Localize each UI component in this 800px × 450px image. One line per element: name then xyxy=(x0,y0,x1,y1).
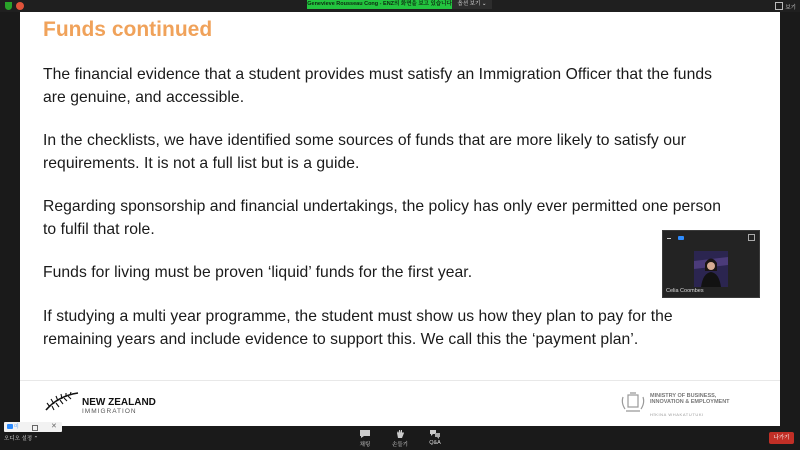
screen-share-banner: Genevieve Rousseau Cong - ENZ의 화면을 보고 있습니다 xyxy=(307,1,452,7)
slide-title: Funds continued xyxy=(43,18,213,41)
participant-video-panel[interactable] xyxy=(662,230,760,298)
grid-icon xyxy=(775,2,783,10)
nz-immigration-logo xyxy=(44,388,164,420)
close-icon[interactable]: ✕ xyxy=(51,423,57,430)
nzi-title: NEW ZEALAND xyxy=(82,397,156,408)
view-button[interactable] xyxy=(775,2,796,10)
camera-icon[interactable] xyxy=(678,236,684,240)
mbie-name xyxy=(650,393,730,406)
video-icon[interactable] xyxy=(7,424,13,429)
raise-hand-label: 손들기 xyxy=(392,442,408,448)
hand-icon xyxy=(394,429,406,439)
slide-paragraph: In the checklists, we have identified some sources of funds that are more likely to satisfy our requirements. It is not a full list but is a guide. xyxy=(43,132,687,172)
fern-icon xyxy=(44,390,80,414)
mbie-line: MINISTRY OF BUSINESS, xyxy=(650,393,717,399)
shield-icon[interactable] xyxy=(5,2,12,10)
mini-window-label: 미 xyxy=(14,424,19,430)
participant-video xyxy=(694,251,728,287)
crest-icon xyxy=(620,391,646,413)
mini-window[interactable] xyxy=(4,422,62,432)
mbie-maori-name: HĪKINA WHAKATUTUKI xyxy=(650,412,704,417)
expand-icon[interactable] xyxy=(748,234,755,241)
audio-settings-button[interactable]: 오디오 설정 ⌃ xyxy=(4,436,39,442)
chat-button[interactable] xyxy=(353,429,377,448)
leave-button[interactable]: 나가기 xyxy=(769,432,794,444)
restore-icon[interactable] xyxy=(32,425,38,431)
recording-icon xyxy=(16,2,24,10)
shared-slide xyxy=(20,12,780,426)
chat-label: 채팅 xyxy=(359,442,371,448)
slide-paragraph: The financial evidence that a student provides must satisfy an Immigration Officer that the funds are genuine, and accessible. xyxy=(43,66,713,106)
qa-button[interactable] xyxy=(423,429,447,446)
nzi-subtitle: IMMIGRATION xyxy=(82,408,137,415)
slide-paragraph: Funds for living must be proven ‘liquid’ funds for the first year. xyxy=(43,264,473,281)
minimize-icon[interactable] xyxy=(667,238,671,239)
slide-paragraph: Regarding sponsorship and financial undertakings, the policy has only ever permitted one person to fulfil that role. xyxy=(43,198,721,238)
view-options-button[interactable]: 옵션 보기 ⌄ xyxy=(452,0,492,9)
top-bar xyxy=(0,0,800,12)
participant-name: Celia Coombes xyxy=(666,288,704,294)
slide-paragraph: If studying a multi year programme, the student must show us how they plan to pay for the remaining years and include evidence to support this. We call this the ‘payment plan’. xyxy=(43,308,673,348)
qa-label: Q&A xyxy=(429,440,441,446)
view-label: 보기 xyxy=(785,5,796,11)
raise-hand-button[interactable] xyxy=(388,429,412,448)
footer-divider xyxy=(20,380,780,381)
mbie-line: INNOVATION & EMPLOYMENT xyxy=(650,399,730,406)
chat-icon xyxy=(359,429,371,439)
mbie-logo xyxy=(620,391,770,417)
qa-icon xyxy=(429,429,441,439)
